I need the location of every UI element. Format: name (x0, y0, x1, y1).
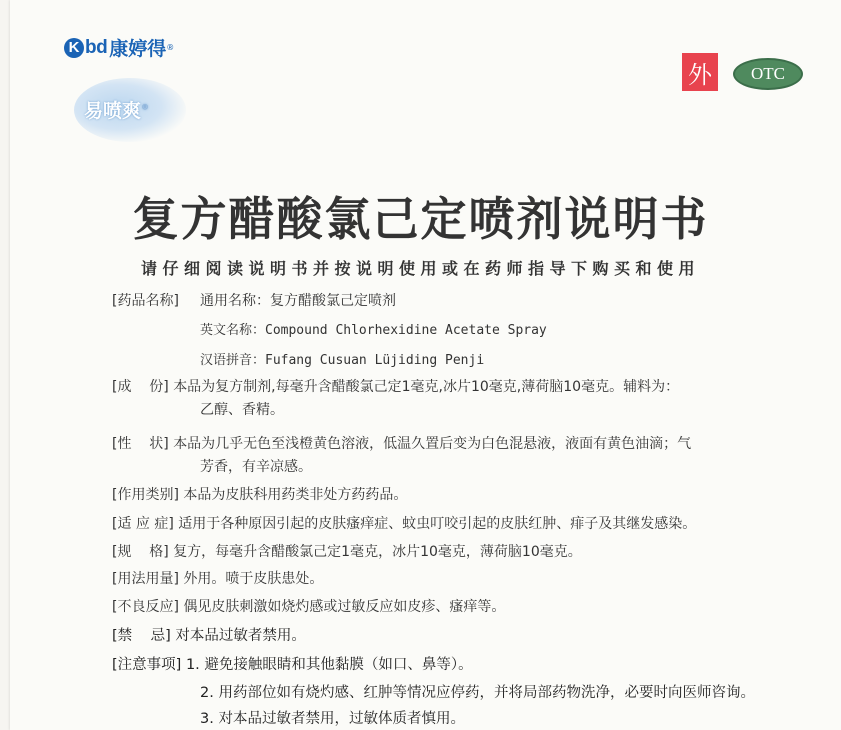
sub-brand-badge (74, 78, 186, 142)
specification-text: 复方，每毫升含醋酸氯己定1毫克，冰片10毫克，薄荷脑10毫克。 (173, 544, 582, 560)
precaution-3-wrap (200, 709, 465, 729)
section-adverse-reactions (112, 597, 505, 617)
category-text: 本品为皮肤科用药类非处方药药品。 (183, 487, 408, 503)
section-label: [不良反应] (112, 599, 179, 615)
external-use-badge: 外 (682, 53, 718, 91)
section-label: [作用类别] (112, 487, 179, 503)
description-line-2-wrap (200, 457, 312, 477)
section-label: [性 状] (112, 436, 169, 452)
section-precautions (112, 655, 473, 675)
ingredients-line-1: 本品为复方制剂,每毫升含醋酸氯己定1毫克,冰片10毫克,薄荷脑10毫克。辅料为： (173, 379, 680, 395)
generic-name: 通用名称：复方醋酸氯己定喷剂 (200, 293, 396, 309)
section-label: [药品名称] (112, 293, 179, 309)
adverse-reactions-text: 偶见皮肤刺激如烧灼感或过敏反应如皮疹、瘙痒等。 (183, 599, 506, 615)
brand-name: 康婷得 (109, 38, 167, 60)
contraindications-text: 对本品过敏者禁用。 (175, 628, 306, 644)
section-category (112, 485, 407, 505)
document-title: 复方醋酸氯己定喷剂说明书 (132, 192, 709, 246)
section-dosage (112, 569, 323, 589)
sub-brand-registered-mark: ® (141, 102, 150, 112)
sub-brand-name-wrap (84, 96, 149, 123)
section-indications (112, 514, 832, 534)
precaution-1: 1. 避免接触眼睛和其他黏膜（如口、鼻等）。 (185, 657, 473, 673)
brand-logo-k: K (64, 38, 84, 58)
ingredients-line-2-wrap (200, 400, 284, 420)
precaution-3: 3. 对本品过敏者禁用，过敏体质者慎用。 (200, 711, 465, 727)
section-drug-name (112, 291, 179, 311)
brand-registered-mark: ® (166, 43, 175, 52)
section-label: [用法用量] (112, 571, 179, 587)
section-ingredients (112, 377, 792, 397)
sub-brand-name: 易喷爽 (84, 100, 142, 122)
section-label: [规 格] (112, 544, 169, 560)
section-drug-name-content (200, 286, 547, 376)
otc-badge: OTC (733, 58, 803, 90)
precaution-2-wrap (200, 683, 755, 703)
section-label: [成 份] (112, 379, 169, 395)
section-label: [注意事项] (112, 657, 182, 673)
description-line-2: 芳香，有辛凉感。 (200, 459, 312, 475)
section-contraindications (112, 626, 306, 646)
section-description (112, 434, 812, 454)
dosage-text: 外用。喷于皮肤患处。 (183, 571, 324, 587)
ingredients-line-2: 乙醇、香精。 (200, 402, 284, 418)
section-label: [禁 忌] (112, 628, 171, 644)
brand-logo (64, 34, 174, 61)
section-label: [适 应 症] (112, 516, 174, 532)
brand-logo-bd: bd (85, 36, 108, 58)
section-specification (112, 542, 582, 562)
document-subtitle: 请仔细阅读说明书并按说明使用或在药师指导下购买和使用 (140, 259, 700, 278)
indications-text: 适用于各种原因引起的皮肤瘙痒症、蚊虫叮咬引起的皮肤红肿、痱子及其继发感染。 (178, 516, 697, 532)
description-line-1: 本品为几乎无色至浅橙黄色溶液，低温久置后变为白色混悬液，液面有黄色油滴；气 (173, 436, 692, 452)
english-name: 英文名称：Compound Chlorhexidine Acetate Spray (200, 323, 547, 338)
pinyin-name: 汉语拼音：Fufang Cusuan Lüjiding Penji (200, 353, 485, 368)
precaution-2: 2. 用药部位如有烧灼感、红肿等情况应停药，并将局部药物洗净，必要时向医师咨询。 (200, 685, 755, 701)
